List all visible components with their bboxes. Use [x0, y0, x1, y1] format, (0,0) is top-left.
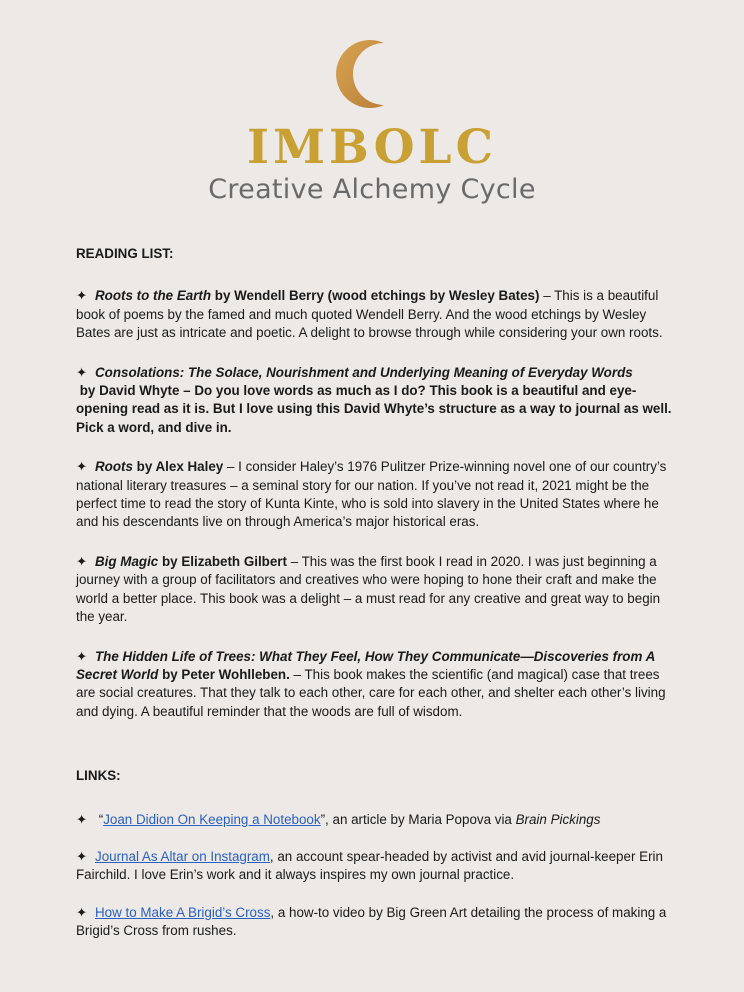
star-icon: ✦ — [76, 288, 88, 304]
star-icon: ✦ — [76, 364, 88, 380]
link-entry — [76, 848, 672, 885]
book-author: by Peter Wohlleben. — [158, 666, 290, 682]
reading-list-heading: READING LIST: — [76, 246, 174, 261]
book-description: – Do you love words as much as I do? This book is a beautiful and eye-opening read as it is. But I love using this David Whyte’s structure as a way to journal as well. Pick a word, and dive in. — [76, 383, 672, 435]
book-author: by David Whyte — [76, 383, 180, 399]
book-author: by Wendell Berry (wood etchings by Wesley Bates) — [211, 288, 540, 304]
link-entry — [76, 811, 672, 829]
book-description: – This is a beautiful book of poems by the famed and much quoted Wendell Berry. And the wood etchings by Wesley Bates are just as intricate and poetic. A delight to browse through while considering your own roots. — [76, 288, 663, 341]
link-description: , a how-to video by Big Green Art detailing the process of making a Brigid’s Cross from rushes. — [76, 904, 667, 939]
brigids-cross-link[interactable]: How to Make A Brigid’s Cross — [95, 904, 271, 920]
link-entry — [76, 904, 672, 941]
book-author: by Alex Haley — [132, 459, 224, 475]
link-source: Brain Pickings — [515, 811, 601, 827]
book-author: by Elizabeth Gilbert — [158, 553, 287, 569]
joan-didion-article-link[interactable]: Joan Didion On Keeping a Notebook — [103, 811, 321, 827]
link-description: , an account spear-headed by activist and avid journal-keeper Erin Fairchild. I love Erin’s work and it always inspires my own journal practice. — [76, 848, 663, 883]
reading-entry — [76, 287, 672, 342]
journal-as-altar-link[interactable]: Journal As Altar on Instagram — [95, 848, 270, 864]
book-title: Big Magic — [95, 553, 159, 569]
star-icon: ✦ — [76, 553, 88, 569]
reading-entry — [76, 553, 672, 627]
book-description: – This book makes the scientific (and magical) case that trees are social creatures. That they talk to each other, care for each other, and shelter each other’s living and dying. A beautiful reminder that the woods are full of wisdom. — [76, 666, 666, 719]
crescent-moon-icon — [336, 38, 396, 110]
main-content — [76, 245, 672, 960]
book-title: Roots — [95, 459, 133, 475]
star-icon: ✦ — [76, 848, 88, 864]
link-description: ”, an article by Maria Popova via — [320, 811, 516, 827]
star-icon: ✦ — [76, 459, 88, 475]
book-title: The Hidden Life of Trees: What They Feel, How They Communicate—Discoveries from A Secret World — [76, 648, 655, 682]
logo-subtitle: Creative Alchemy Cycle — [208, 174, 536, 205]
logo-title: IMBOLC — [246, 120, 497, 175]
reading-entry — [76, 364, 672, 438]
book-title: Roots to the Earth — [95, 288, 212, 304]
star-icon: ✦ — [76, 904, 88, 920]
reading-entry — [76, 648, 672, 722]
header — [0, 0, 744, 215]
book-title: Consolations: The Solace, Nourishment and Underlying Meaning of Everyday Words — [95, 364, 633, 380]
star-icon: ✦ — [76, 811, 88, 827]
book-description: – I consider Haley’s 1976 Pulitzer Prize-winning novel one of our country’s national literary treasures – a seminal story for our nation. If you’ve not read it, 2021 might be the perfect time to read the story of Kunta Kinte, who is sold into slavery in the United States where he and his descendants live on through America’s major historical eras. — [76, 459, 667, 530]
reading-entry — [76, 458, 672, 532]
open-quote: “ — [98, 811, 104, 827]
links-heading: LINKS: — [76, 768, 121, 784]
book-description: – This was the first book I read in 2020. I was just beginning a journey with a group of facilitators and creatives who were hoping to hone their craft and make the world a better place. This book was a delight – a must read for any creative and great way to begin the year. — [76, 553, 661, 625]
star-icon: ✦ — [76, 648, 88, 664]
